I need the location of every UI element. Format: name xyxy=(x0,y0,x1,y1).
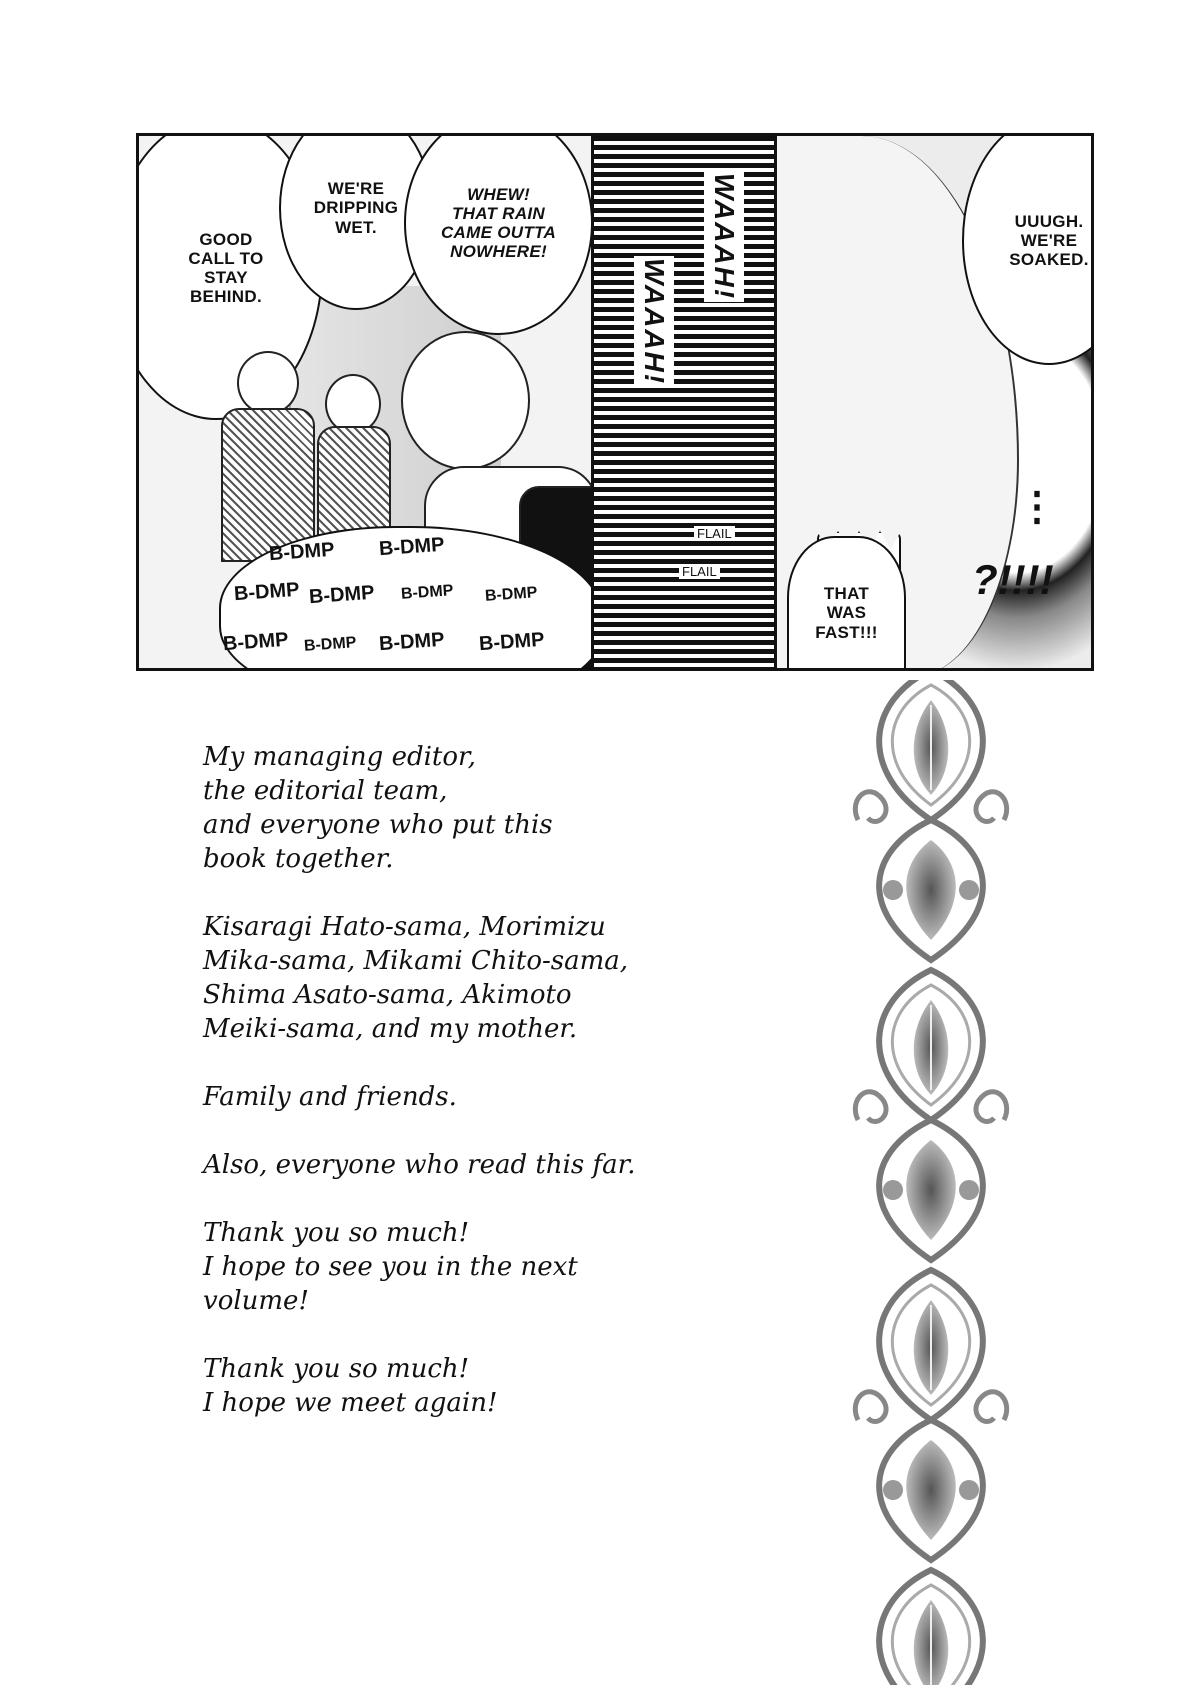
sfx-dots: ⋮ xyxy=(1017,485,1057,529)
character-boy-head xyxy=(237,351,299,415)
character-girl-body xyxy=(317,426,391,540)
comic-panel-1 xyxy=(139,136,591,668)
character-main-head xyxy=(401,331,530,470)
afterword-paragraph: Also, everyone who read this far. xyxy=(203,1150,636,1180)
character-girl-head xyxy=(325,374,381,434)
sfx-flail: FLAIL xyxy=(694,526,735,541)
sfx-flail: FLAIL xyxy=(679,564,720,579)
sfx-bdmp: B-DMP xyxy=(233,578,301,606)
comic-panel-2 xyxy=(591,136,777,668)
afterword-paragraph: Thank you so much! I hope to see you in the next volume! xyxy=(203,1218,578,1316)
comic-strip xyxy=(136,133,1094,671)
sfx-waah: WAAAH! xyxy=(704,171,744,302)
afterword-paragraph: Thank you so much! I hope we meet again! xyxy=(203,1354,498,1418)
afterword-paragraph: Family and friends. xyxy=(203,1082,457,1112)
sfx-bdmp: B-DMP xyxy=(303,634,357,655)
sfx-bdmp: B-DMP xyxy=(478,628,546,656)
sfx-bdmp: B-DMP xyxy=(378,533,446,561)
speech-bubble-good-call: GOOD CALL TO STAY BEHIND. xyxy=(139,136,323,420)
speech-bubble-whew: WHEW! THAT RAIN CAME OUTTA NOWHERE! xyxy=(404,136,591,335)
sfx-bdmp: B-DMP xyxy=(308,581,376,609)
afterword-paragraph: My managing editor, the editorial team, and everyone who put this book together. xyxy=(203,742,553,874)
sfx-bdmp: B-DMP xyxy=(378,628,446,656)
speech-bubble-dripping-wet: WE'RE DRIPPING WET. xyxy=(279,136,433,310)
comic-panel-3 xyxy=(777,136,1094,668)
afterword-paragraph: Kisaragi Hato-sama, Morimizu Mika-sama, Mikami Chito-sama, Shima Asato-sama, Akimoto Meiki-sama, and my mother. xyxy=(203,912,629,1044)
sfx-waah: WAAAH! xyxy=(634,256,674,387)
sfx-bdmp: B-DMP xyxy=(400,582,454,603)
speech-bubble-that-was-fast: THAT WAS FAST!!! xyxy=(787,536,906,668)
baroque-leaf-ornament-icon xyxy=(848,680,1014,1685)
afterword-text xyxy=(203,740,763,1454)
sfx-shock: ?!!!! xyxy=(972,556,1054,603)
sfx-bdmp: B-DMP xyxy=(268,538,336,566)
sfx-bdmp: B-DMP xyxy=(222,628,290,656)
speech-bubble-soaked: UUUGH. WE'RE SOAKED. xyxy=(962,136,1094,365)
sfx-bdmp: B-DMP xyxy=(484,584,538,605)
